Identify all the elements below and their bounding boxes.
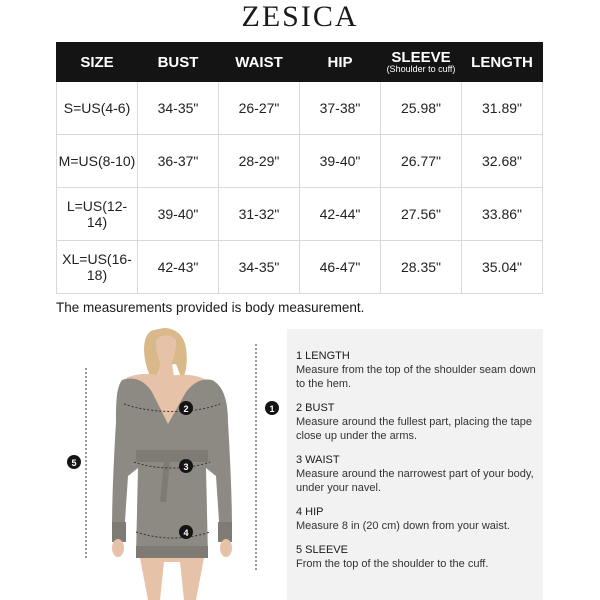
- cell-size: S=US(4-6): [57, 82, 138, 135]
- header-size: SIZE: [57, 43, 138, 82]
- cell-sleeve: 27.56": [381, 188, 462, 241]
- model-hand-right: [220, 539, 232, 557]
- model-cuff-right: [218, 522, 232, 542]
- svg-text:3: 3: [183, 462, 189, 472]
- model-belt: [136, 450, 208, 462]
- cell-bust: 39-40": [138, 188, 219, 241]
- cell-size: L=US(12-14): [57, 188, 138, 241]
- header-sleeve-note: (Shoulder to cuff): [386, 64, 456, 74]
- guide-title: 3 WAIST: [296, 454, 340, 466]
- model-neck: [158, 364, 174, 376]
- cell-hip: 46-47": [300, 241, 381, 294]
- cell-bust: 36-37": [138, 135, 219, 188]
- cell-hip: 39-40": [300, 135, 381, 188]
- table-header-row: [57, 43, 543, 82]
- marker-4: [179, 525, 193, 539]
- model-figure: [56, 326, 286, 600]
- guide-title: 5 SLEEVE: [296, 544, 348, 556]
- cell-size: M=US(8-10): [57, 135, 138, 188]
- guide-item-bust: [296, 401, 543, 443]
- cell-waist: 28-29": [219, 135, 300, 188]
- header-length: LENGTH: [462, 43, 543, 82]
- cell-sleeve: 28.35": [381, 241, 462, 294]
- marker-2: [179, 401, 193, 415]
- header-sleeve: SLEEVE (Shoulder to cuff): [381, 43, 462, 82]
- brand-logo: ZESICA: [241, 0, 359, 33]
- svg-text:1: 1: [269, 404, 275, 414]
- model-cuff-left: [112, 522, 126, 542]
- cell-hip: 42-44": [300, 188, 381, 241]
- cell-sleeve: 26.77": [381, 135, 462, 188]
- header-hip: HIP: [300, 43, 381, 82]
- header-bust: BUST: [138, 43, 219, 82]
- cell-hip: 37-38": [300, 82, 381, 135]
- cell-waist: 31-32": [219, 188, 300, 241]
- table-row: [57, 241, 543, 294]
- svg-text:2: 2: [183, 404, 189, 414]
- guide-title: 1 LENGTH: [296, 350, 350, 362]
- cell-length: 31.89": [462, 82, 543, 135]
- guide-item-hip: [296, 505, 543, 533]
- size-chart-table: [56, 42, 543, 294]
- guide-item-sleeve: [296, 543, 543, 571]
- table-row: [57, 82, 543, 135]
- table-row: [57, 188, 543, 241]
- marker-1: [265, 401, 279, 415]
- cell-waist: 26-27": [219, 82, 300, 135]
- svg-text:5: 5: [71, 458, 77, 468]
- guide-description: Measure around the narrowest part of your body, under your navel.: [296, 468, 534, 494]
- guide-description: Measure around the fullest part, placing the tape close up under the arms.: [296, 416, 533, 442]
- guide-title: 2 BUST: [296, 402, 335, 414]
- guide-item-length: [296, 349, 543, 391]
- guide-item-waist: [296, 453, 543, 495]
- cell-waist: 34-35": [219, 241, 300, 294]
- measurement-note: The measurements provided is body measurement.: [56, 300, 365, 315]
- guide-description: Measure from the top of the shoulder seam down to the hem.: [296, 364, 536, 390]
- cell-bust: 34-35": [138, 82, 219, 135]
- svg-text:4: 4: [183, 528, 189, 538]
- cell-length: 33.86": [462, 188, 543, 241]
- cell-sleeve: 25.98": [381, 82, 462, 135]
- cell-length: 35.04": [462, 241, 543, 294]
- guide-title: 4 HIP: [296, 506, 324, 518]
- cell-bust: 42-43": [138, 241, 219, 294]
- marker-3: [179, 459, 193, 473]
- table-row: [57, 135, 543, 188]
- model-hem: [136, 546, 208, 558]
- cell-length: 32.68": [462, 135, 543, 188]
- cell-size: XL=US(16-18): [57, 241, 138, 294]
- marker-5: [67, 455, 81, 469]
- header-waist: WAIST: [219, 43, 300, 82]
- model-legs: [140, 558, 204, 600]
- model-hand-left: [112, 539, 124, 557]
- guide-description: Measure 8 in (20 cm) down from your waist.: [296, 520, 510, 532]
- guide-description: From the top of the shoulder to the cuff.: [296, 558, 489, 570]
- measurement-guide: [287, 329, 543, 600]
